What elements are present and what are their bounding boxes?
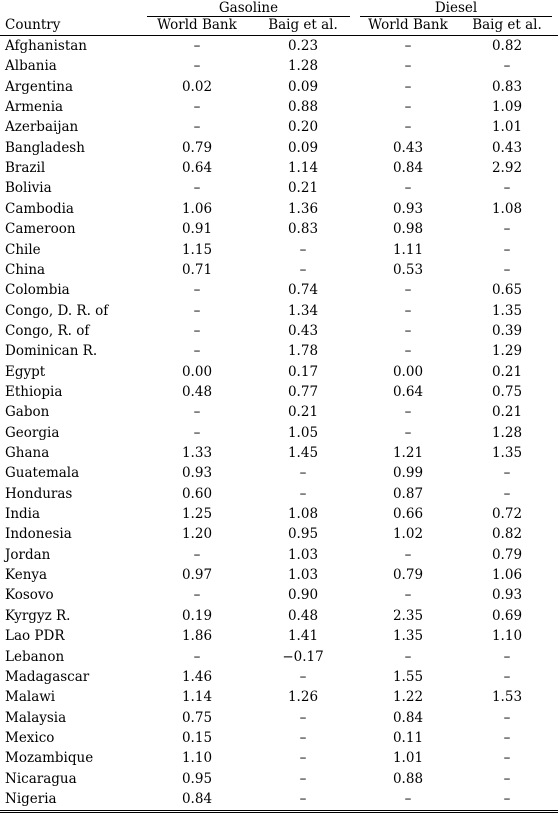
cell-country: Armenia (5, 99, 64, 116)
bottom-rule (0, 810, 558, 811)
cell-gasoline-world-bank: 0.91 (181, 221, 213, 238)
cell-country: Azerbaijan (5, 119, 79, 136)
cell-diesel-baig: – (503, 261, 511, 278)
cell-diesel-world-bank: 0.84 (392, 709, 424, 726)
group-header-diesel: Diesel (434, 0, 478, 16)
cell-country: India (5, 506, 41, 523)
cell-gasoline-baig: 0.23 (287, 38, 319, 54)
cell-diesel-world-bank: 0.88 (392, 770, 424, 787)
cell-diesel-world-bank: 0.64 (392, 383, 424, 400)
cell-country: Indonesia (5, 526, 72, 543)
cell-gasoline-baig: – (299, 465, 307, 482)
cell-diesel-world-bank: – (404, 790, 412, 807)
cell-gasoline-world-bank: – (193, 424, 201, 441)
cell-gasoline-world-bank: 0.84 (181, 790, 213, 807)
cell-gasoline-baig: – (299, 770, 307, 787)
table-row (0, 789, 558, 809)
cell-diesel-world-bank: 0.11 (392, 729, 424, 746)
table-row (0, 443, 558, 463)
cell-diesel-world-bank: 0.93 (392, 200, 424, 217)
group-header-gasoline: Gasoline (218, 0, 279, 16)
table-row (0, 585, 558, 605)
cell-gasoline-world-bank: 0.95 (181, 770, 213, 787)
cell-diesel-world-bank: 0.00 (392, 363, 424, 380)
cell-gasoline-world-bank: 0.60 (181, 485, 213, 502)
cell-gasoline-world-bank: – (193, 99, 201, 116)
cell-gasoline-baig: 1.14 (287, 160, 319, 177)
cell-diesel-world-bank: – (404, 587, 412, 604)
cell-gasoline-baig: – (299, 790, 307, 807)
cell-diesel-baig: – (503, 465, 511, 482)
table-row (0, 36, 558, 56)
table-row (0, 138, 558, 158)
cell-gasoline-baig: 1.08 (287, 506, 319, 523)
cell-country: Gabon (5, 404, 50, 421)
cell-gasoline-baig: 0.88 (287, 99, 319, 116)
cell-diesel-world-bank: 0.43 (392, 139, 424, 156)
cell-country: Malaysia (5, 709, 67, 726)
table-row (0, 97, 558, 117)
cell-country: Ghana (5, 445, 50, 461)
cell-gasoline-baig: – (299, 750, 307, 767)
cell-gasoline-baig: 1.78 (287, 343, 319, 360)
cell-country: Chile (5, 241, 41, 258)
cell-gasoline-baig: 1.41 (287, 628, 319, 645)
cell-diesel-world-bank: 2.35 (392, 607, 424, 624)
cell-country: Congo, R. of (5, 322, 90, 339)
table-row (0, 260, 558, 280)
cell-gasoline-world-bank: 1.86 (181, 628, 213, 645)
cell-country: Lao PDR (5, 628, 65, 645)
cell-gasoline-world-bank: 1.06 (181, 200, 213, 217)
cell-diesel-baig: 0.65 (491, 282, 523, 299)
cell-diesel-baig: 0.21 (491, 363, 523, 380)
cell-diesel-world-bank: – (404, 343, 412, 360)
cell-diesel-baig: – (503, 770, 511, 787)
cell-gasoline-baig: 1.34 (287, 302, 319, 319)
cell-diesel-world-bank: 0.84 (392, 160, 424, 177)
cell-gasoline-world-bank: – (193, 648, 201, 665)
cell-country: Jordan (5, 546, 51, 563)
cell-gasoline-baig: – (299, 729, 307, 746)
cell-diesel-world-bank: 1.55 (392, 668, 424, 685)
cell-country: Brazil (5, 160, 46, 177)
table-row (0, 56, 558, 76)
cell-gasoline-baig: 0.77 (287, 383, 319, 400)
cell-diesel-baig: 1.09 (491, 99, 523, 116)
cell-gasoline-world-bank: – (193, 343, 201, 360)
cell-gasoline-baig: – (299, 709, 307, 726)
cell-diesel-baig: 0.93 (491, 587, 523, 604)
cell-gasoline-world-bank: 0.97 (181, 567, 213, 584)
cell-gasoline-world-bank: – (193, 119, 201, 136)
cell-diesel-baig: 0.69 (491, 607, 523, 624)
cell-diesel-baig: – (503, 709, 511, 726)
cell-gasoline-world-bank: – (193, 322, 201, 339)
table-row (0, 240, 558, 260)
cell-gasoline-world-bank: – (193, 404, 201, 421)
cell-gasoline-world-bank: 0.02 (181, 78, 213, 95)
cell-country: Dominican R. (5, 343, 98, 360)
cell-diesel-baig: 1.08 (491, 200, 523, 217)
cell-diesel-world-bank: 1.22 (392, 689, 424, 706)
table-row (0, 687, 558, 707)
cell-country: Mexico (5, 729, 55, 746)
column-header-diesel-world-bank: World Bank (368, 17, 448, 33)
cell-gasoline-world-bank: 1.14 (181, 689, 213, 706)
table-row (0, 484, 558, 504)
cell-diesel-world-bank: 0.66 (392, 506, 424, 523)
cell-diesel-baig: 1.53 (491, 689, 523, 706)
cell-diesel-world-bank: – (404, 404, 412, 421)
cell-diesel-world-bank: 1.11 (392, 241, 424, 258)
table-row (0, 728, 558, 748)
cell-gasoline-baig: −0.17 (282, 648, 324, 665)
cell-country: Kyrgyz R. (5, 607, 71, 624)
cell-gasoline-baig: 0.95 (287, 526, 319, 543)
cell-diesel-baig: – (503, 241, 511, 258)
column-header-diesel-baig: Baig et al. (472, 17, 542, 33)
cell-gasoline-baig: 1.03 (287, 546, 319, 563)
cell-country: Honduras (5, 485, 73, 502)
cell-diesel-baig: 1.35 (491, 445, 523, 461)
table-row (0, 463, 558, 483)
cell-gasoline-world-bank: – (193, 180, 201, 197)
cell-gasoline-baig: – (299, 261, 307, 278)
cell-diesel-baig: – (503, 58, 511, 75)
cell-gasoline-world-bank: 0.48 (181, 383, 213, 400)
cell-country: Bolivia (5, 180, 52, 197)
cell-gasoline-world-bank: 0.19 (181, 607, 213, 624)
cell-diesel-baig: 0.39 (491, 322, 523, 339)
cell-gasoline-world-bank: – (193, 38, 201, 54)
cell-diesel-world-bank: – (404, 424, 412, 441)
table-row (0, 219, 558, 239)
cell-diesel-baig: – (503, 485, 511, 502)
cell-gasoline-world-bank: – (193, 302, 201, 319)
cell-diesel-baig: 1.01 (491, 119, 523, 136)
cell-diesel-baig: 0.43 (491, 139, 523, 156)
cell-country: Nicaragua (5, 770, 77, 787)
cell-gasoline-world-bank: 1.20 (181, 526, 213, 543)
cell-gasoline-baig: 1.28 (287, 58, 319, 75)
cell-country: Malawi (5, 689, 56, 706)
cell-diesel-world-bank: 1.02 (392, 526, 424, 543)
cell-diesel-baig: – (503, 729, 511, 746)
cell-gasoline-baig: 0.43 (287, 322, 319, 339)
cell-gasoline-baig: 1.36 (287, 200, 319, 217)
table-row (0, 321, 558, 341)
cell-country: Cambodia (5, 200, 74, 217)
table-row (0, 341, 558, 361)
cell-gasoline-baig: – (299, 241, 307, 258)
cell-diesel-world-bank: – (404, 302, 412, 319)
cell-diesel-world-bank: 0.99 (392, 465, 424, 482)
cell-diesel-baig: 1.10 (491, 628, 523, 645)
cell-gasoline-world-bank: 1.15 (181, 241, 213, 258)
cell-country: Nigeria (5, 790, 57, 807)
table-row (0, 362, 558, 382)
cell-gasoline-world-bank: 0.75 (181, 709, 213, 726)
cell-gasoline-baig: 1.05 (287, 424, 319, 441)
cell-gasoline-world-bank: 0.64 (181, 160, 213, 177)
cell-country: Cameroon (5, 221, 76, 238)
table-row (0, 504, 558, 524)
cell-country: Lebanon (5, 648, 65, 665)
cell-diesel-baig: 1.06 (491, 567, 523, 584)
table-row (0, 606, 558, 626)
table-row (0, 77, 558, 97)
cell-gasoline-world-bank: 0.15 (181, 729, 213, 746)
cell-country: Albania (5, 58, 57, 75)
cell-diesel-world-bank: – (404, 58, 412, 75)
cell-country: Guatemala (5, 465, 80, 482)
table-row (0, 301, 558, 321)
table-row (0, 402, 558, 422)
cell-gasoline-baig: – (299, 668, 307, 685)
cell-diesel-world-bank: 0.53 (392, 261, 424, 278)
cell-diesel-world-bank: 1.01 (392, 750, 424, 767)
table-row (0, 769, 558, 789)
cell-diesel-baig: 0.75 (491, 383, 523, 400)
cell-gasoline-baig: 1.26 (287, 689, 319, 706)
cell-gasoline-world-bank: – (193, 282, 201, 299)
cell-country: Mozambique (5, 750, 94, 767)
cell-diesel-baig: 1.35 (491, 302, 523, 319)
cell-country: Ethiopia (5, 383, 63, 400)
cell-diesel-baig: – (503, 180, 511, 197)
cell-gasoline-world-bank: 1.33 (181, 445, 213, 461)
cell-diesel-baig: 1.29 (491, 343, 523, 360)
cell-gasoline-world-bank: 1.25 (181, 506, 213, 523)
cell-country: Georgia (5, 424, 60, 441)
cell-diesel-world-bank: 1.35 (392, 628, 424, 645)
cell-country: Kenya (5, 567, 48, 584)
cell-diesel-world-bank: 0.98 (392, 221, 424, 238)
cell-gasoline-world-bank: 0.93 (181, 465, 213, 482)
cell-diesel-baig: 0.79 (491, 546, 523, 563)
table-row (0, 748, 558, 768)
table-row (0, 280, 558, 300)
cell-diesel-world-bank: – (404, 99, 412, 116)
cell-gasoline-baig: 0.21 (287, 404, 319, 421)
cell-diesel-world-bank: 0.79 (392, 567, 424, 584)
table-row (0, 117, 558, 137)
table-row (0, 158, 558, 178)
cell-gasoline-world-bank: – (193, 587, 201, 604)
cell-gasoline-baig: 1.03 (287, 567, 319, 584)
column-header-row (0, 15, 558, 35)
cell-diesel-world-bank: – (404, 38, 412, 54)
table-row (0, 423, 558, 443)
cell-gasoline-baig: 0.83 (287, 221, 319, 238)
cell-gasoline-baig: 0.90 (287, 587, 319, 604)
cell-diesel-baig: – (503, 750, 511, 767)
cell-diesel-world-bank: – (404, 119, 412, 136)
cell-gasoline-baig: – (299, 485, 307, 502)
cell-country: Kosovo (5, 587, 54, 604)
cell-diesel-baig: 0.82 (491, 526, 523, 543)
cell-diesel-world-bank: – (404, 648, 412, 665)
cell-diesel-world-bank: – (404, 180, 412, 197)
table-row (0, 524, 558, 544)
cell-diesel-baig: – (503, 790, 511, 807)
cell-gasoline-world-bank: – (193, 58, 201, 75)
table-row (0, 626, 558, 646)
cell-country: Congo, D. R. of (5, 302, 109, 319)
table-row (0, 545, 558, 565)
cell-diesel-baig: 0.72 (491, 506, 523, 523)
table-row (0, 382, 558, 402)
cell-gasoline-baig: 0.09 (287, 139, 319, 156)
cell-gasoline-baig: 0.21 (287, 180, 319, 197)
table-row (0, 708, 558, 728)
cell-diesel-baig: – (503, 648, 511, 665)
cell-diesel-world-bank: 1.21 (392, 445, 424, 461)
cell-gasoline-world-bank: 1.10 (181, 750, 213, 767)
cell-gasoline-baig: 0.17 (287, 363, 319, 380)
table-row (0, 178, 558, 198)
cell-country: China (5, 261, 46, 278)
cell-gasoline-world-bank: 1.46 (181, 668, 213, 685)
cell-gasoline-baig: 0.74 (287, 282, 319, 299)
cell-gasoline-world-bank: 0.79 (181, 139, 213, 156)
cell-country: Colombia (5, 282, 70, 299)
column-header-country: Country (5, 17, 61, 33)
cell-gasoline-baig: 0.48 (287, 607, 319, 624)
cell-diesel-world-bank: – (404, 546, 412, 563)
cell-gasoline-baig: 1.45 (287, 445, 319, 461)
cell-diesel-baig: 2.92 (491, 160, 523, 177)
cell-diesel-world-bank: – (404, 78, 412, 95)
cell-diesel-baig: 0.21 (491, 404, 523, 421)
cell-country: Afghanistan (5, 38, 88, 54)
cell-country: Argentina (5, 78, 74, 95)
cell-diesel-world-bank: – (404, 282, 412, 299)
table-row (0, 647, 558, 667)
cell-diesel-baig: 1.28 (491, 424, 523, 441)
table-row (0, 565, 558, 585)
cell-country: Egypt (5, 363, 46, 380)
cell-gasoline-world-bank: 0.00 (181, 363, 213, 380)
cell-country: Madagascar (5, 668, 90, 685)
column-header-gasoline-world-bank: World Bank (157, 17, 237, 33)
table-row (0, 199, 558, 219)
cell-diesel-baig: – (503, 668, 511, 685)
cell-diesel-world-bank: – (404, 322, 412, 339)
table-row (0, 667, 558, 687)
cell-diesel-world-bank: 0.87 (392, 485, 424, 502)
cell-gasoline-baig: 0.09 (287, 78, 319, 95)
cell-country: Bangladesh (5, 139, 85, 156)
cell-gasoline-world-bank: – (193, 546, 201, 563)
cell-diesel-baig: 0.83 (491, 78, 523, 95)
cell-gasoline-world-bank: 0.71 (181, 261, 213, 278)
cell-gasoline-baig: 0.20 (287, 119, 319, 136)
cell-diesel-baig: 0.82 (491, 38, 523, 54)
column-header-gasoline-baig: Baig et al. (268, 17, 338, 33)
cell-diesel-baig: – (503, 221, 511, 238)
